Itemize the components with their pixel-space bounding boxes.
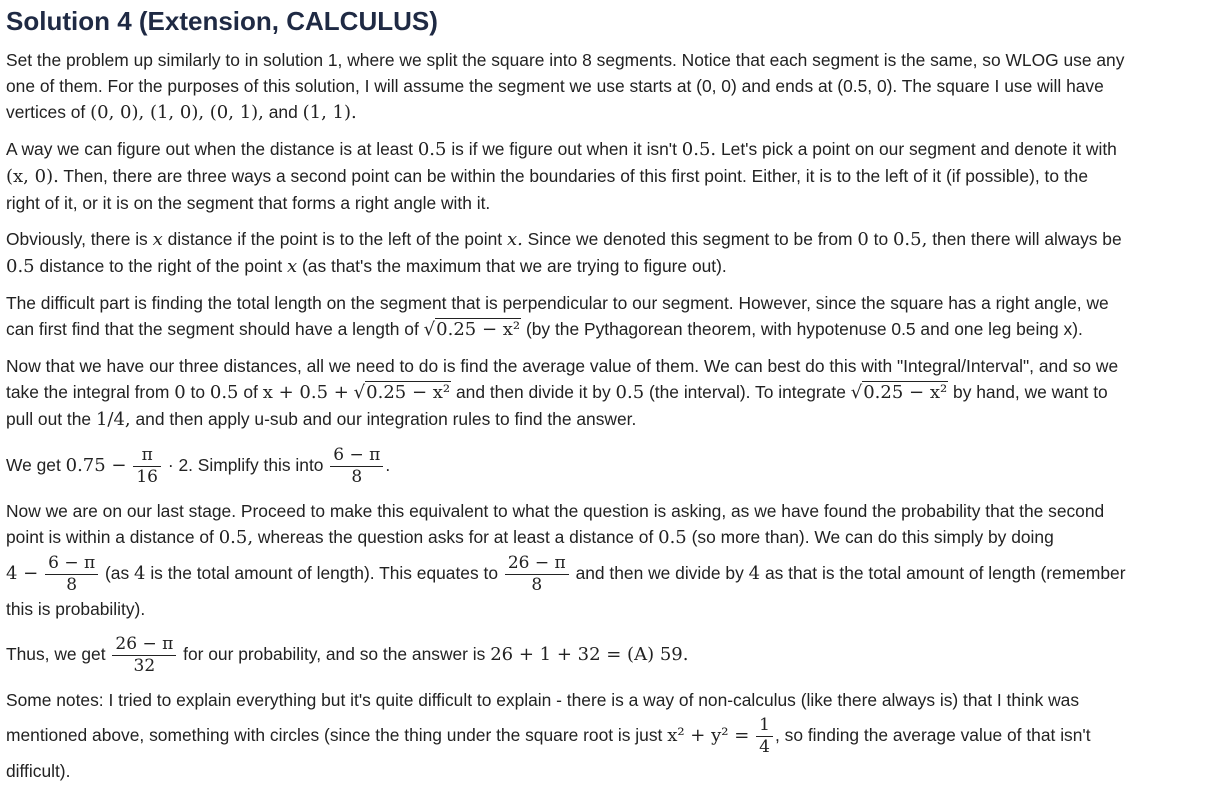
text: pull out the: [6, 409, 92, 429]
text: Obviously, there is: [6, 229, 148, 249]
text: .: [385, 455, 391, 475]
text: this is probability).: [6, 599, 146, 619]
text: vertices of: [6, 102, 86, 122]
math-expression: 0.5: [615, 382, 645, 403]
fraction: [45, 553, 98, 596]
text: right of it, or it is on the segment that forms a right angle with it.: [6, 193, 491, 213]
math-expression: 4: [748, 563, 761, 584]
math-expression: 1/4,: [95, 409, 131, 430]
text: is if we figure out when it isn't: [451, 139, 677, 159]
radicand: 0.25 − x²: [436, 319, 521, 340]
square-root: √0.25 − x²: [850, 382, 948, 403]
math-expression: 0.75 −: [65, 455, 127, 476]
text: A way we can figure out when the distance is at least: [6, 139, 413, 159]
text: Thus, we get: [6, 644, 106, 664]
math-expression: x + 0.5 +: [262, 382, 349, 403]
square-root: √0.25 − x²: [423, 319, 521, 340]
text: distance to the right of the point: [39, 256, 283, 276]
denominator: 8: [66, 574, 78, 595]
text: We get: [6, 455, 61, 475]
math-expression: 0.5: [658, 527, 687, 548]
denominator: 8: [531, 574, 543, 595]
text: can first find that the segment should have a length of: [6, 319, 419, 339]
paragraph-notes: [6, 687, 1215, 784]
math-expression: (x, 0).: [6, 166, 59, 187]
math-variable: x: [152, 229, 163, 250]
text: for our probability, and so the answer is: [183, 644, 486, 664]
fraction: [133, 445, 161, 488]
numerator: 26 − π: [112, 634, 176, 656]
math-expression: 0.5: [6, 256, 35, 277]
text: · 2. Simplify this into: [167, 455, 324, 475]
math-expression: 0.5,: [892, 229, 928, 250]
math-expression: 0.5: [209, 382, 239, 403]
text: (as: [105, 563, 130, 583]
paragraph-answer: [6, 632, 1215, 677]
text: (the interval). To integrate: [649, 382, 846, 402]
paragraph-average: [6, 353, 1215, 433]
text: Then, there are three ways a second point can be within the boundaries of this first point. Either, it is to the left of it (if possible), to the: [63, 166, 1089, 186]
text: of: [243, 382, 258, 402]
text: by hand, we want to: [953, 382, 1108, 402]
numerator: 1: [756, 715, 773, 737]
denominator: 4: [759, 736, 770, 757]
math-expression: 4: [134, 563, 146, 584]
fraction: [330, 445, 383, 488]
text: point is within a distance of: [6, 527, 214, 547]
text: and: [268, 102, 298, 122]
math-expression: 0: [857, 229, 869, 250]
fraction: [756, 715, 773, 758]
text: Now that we have our three distances, all we need to do is find the average value of them. We can best do this with "Integral/Interval", and so we: [6, 356, 1119, 376]
text: take the integral from: [6, 382, 170, 402]
text: (by the Pythagorean theorem, with hypotenuse 0.5 and one leg being x).: [525, 319, 1083, 339]
radicand: 0.25 − x²: [863, 382, 948, 403]
text: whereas the question asks for at least a distance of: [257, 527, 654, 547]
paragraph-perpendicular: [6, 290, 1215, 343]
numerator: 6 − π: [45, 553, 98, 575]
paragraph-result: [6, 443, 1215, 488]
text: and then apply u-sub and our integration rules to find the answer.: [135, 409, 637, 429]
text: mentioned above, something with circles (since the thing under the square root is just: [6, 725, 663, 745]
line-with-fraction: [6, 713, 1091, 758]
text: (so more than). We can do this simply by doing: [691, 527, 1054, 547]
math-expression: (0, 0), (1, 0), (0, 1),: [90, 102, 264, 123]
text: The difficult part is finding the total length on the segment that is perpendicular to our segment. However, since the square has a right angle, we: [6, 293, 1109, 313]
text: and then we divide by: [575, 563, 744, 583]
numerator: π: [133, 445, 161, 467]
line-fractions: [6, 551, 1126, 596]
text: and then divide it by: [455, 382, 611, 402]
text: Since we denoted this segment to be from: [527, 229, 853, 249]
radicand: 0.25 − x²: [366, 382, 451, 403]
numerator: 26 − π: [505, 553, 569, 575]
fraction: [505, 553, 569, 596]
paragraph-setup: [6, 47, 1215, 126]
math-expression: 0.5.: [681, 139, 717, 160]
answer-expression: 26 + 1 + 32 = (A) 59.: [490, 644, 689, 665]
math-expression: x² + y² =: [667, 725, 750, 746]
denominator: 16: [136, 466, 158, 487]
paragraph-last-stage: [6, 498, 1215, 622]
denominator: 8: [351, 466, 363, 487]
math-variable: x.: [506, 229, 523, 250]
math-expression: (1, 1).: [302, 102, 357, 123]
text: (as that's the maximum that we are trying to figure out).: [302, 256, 727, 276]
square-root: √0.25 − x²: [353, 382, 451, 403]
text: then there will always be: [932, 229, 1122, 249]
text: difficult).: [6, 761, 71, 781]
numerator: 6 − π: [330, 445, 383, 467]
text: as that is the total amount of length (remember: [764, 563, 1126, 583]
text: to: [873, 229, 889, 249]
text: Now we are on our last stage. Proceed to make this equivalent to what the question is asking, as we have found the probability that the second: [6, 501, 1105, 521]
text: is the total amount of length). This equates to: [150, 563, 499, 583]
denominator: 32: [133, 655, 156, 676]
text: , so finding the average value of that isn't: [774, 725, 1091, 745]
text: one of them. For the purposes of this solution, I will assume the segment we use starts at (0, 0) and ends at (0.5, 0). The square I use will have: [6, 76, 1104, 96]
math-variable: x: [287, 256, 298, 277]
math-expression: 4 −: [6, 563, 39, 584]
fraction: [112, 634, 176, 677]
section-heading: Solution 4 (Extension, CALCULUS): [6, 6, 438, 36]
math-expression: 0.5: [417, 139, 447, 160]
text: Set the problem up similarly to in solution 1, where we split the square into 8 segments. Notice that each segment is the same, so WLOG use any: [6, 50, 1125, 70]
text: distance if the point is to the left of the point: [167, 229, 503, 249]
text: to: [190, 382, 206, 402]
text: Let's pick a point on our segment and denote it with: [721, 139, 1117, 159]
paragraph-obviously: [6, 226, 1215, 280]
paragraph-distance: [6, 136, 1215, 216]
text: Some notes: I tried to explain everything but it's quite difficult to explain - there is a way of non-calculus (like there always is) that I think was: [6, 690, 1080, 710]
math-expression: 0.5,: [218, 527, 254, 548]
math-expression: 0: [174, 382, 186, 403]
